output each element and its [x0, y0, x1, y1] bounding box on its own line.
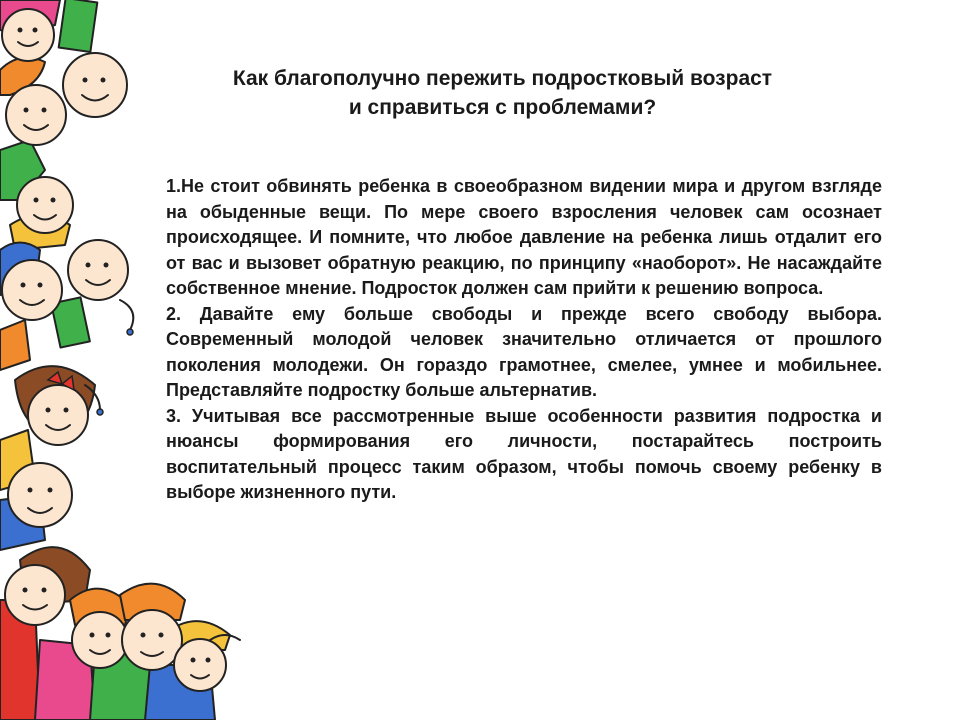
slide-body: [166, 174, 882, 506]
slide-title-line-2: и справиться с проблемами?: [348, 96, 657, 119]
paragraph-1: 1.Не стоит обвинять ребенка в своеобразном видении мира и другом взгляде на обыденные вещи. По мере своего взросления человек сам осознает происходящее. И помните, что любое давление на ребенка лишь отдалит его от вас и вызовет обратную реакцию, по принципу «наоборот». Не насаждайте собственное мнение. Подросток должен сам прийти к решению вопроса.: [166, 176, 882, 298]
paragraph-2: 2. Давайте ему больше свободы и прежде всего свободу выбора. Современный молодой человек значительно отличается от прошлого поколения молодежи. Он гораздо грамотнее, смелее, умнее и мобильнее. Представляйте подростку больше альтернатив.: [166, 303, 882, 400]
paragraph-3: 3. Учитывая все рассмотренные выше особенности развития подростка и нюансы формирования его личности, постарайтесь построить воспитательный процесс таким образом, чтобы помочь своему ребенку в выборе жизненного пути.: [166, 405, 882, 502]
slide-title-line-1: Как благополучно пережить подростковый возраст: [232, 67, 773, 90]
slide-title: [165, 64, 840, 122]
